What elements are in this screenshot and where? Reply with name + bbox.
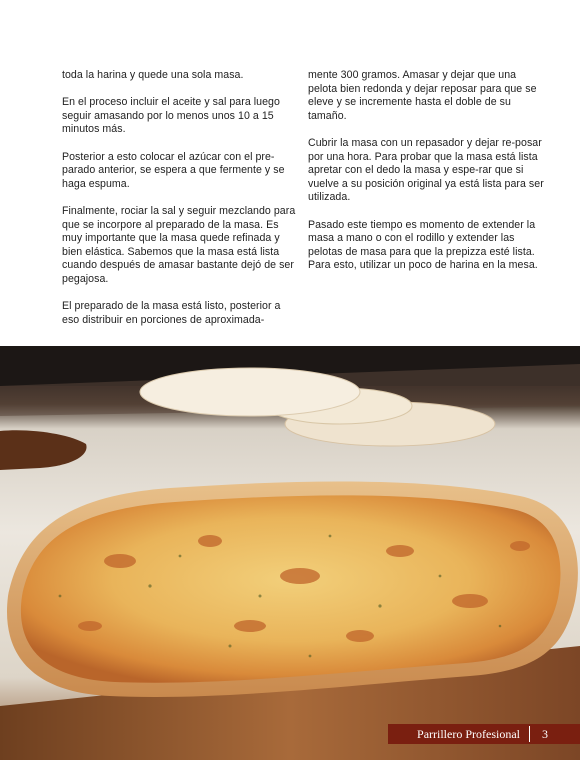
footer-bar [388,724,580,744]
text-column-right [308,69,545,287]
pizza-illustration [0,346,580,760]
publication-title: Parrillero Profesional [417,727,520,741]
paragraph: El preparado de la masa está listo, posterior a eso distribuir en porciones de aproximada- [62,300,281,326]
rolling-pin [0,430,87,470]
text-column-left [62,69,299,341]
flatbread-1 [140,368,360,416]
paragraph: Pasado este tiempo es momento de extender la masa a mano o con el rodillo y extender las pelotas de masa para que la prepizza esté lista. Para esto, utilizar un poco de harina en la mesa. [308,218,538,272]
paragraph: Cubrir la masa con un repasador y dejar re-posar por una hora. Para probar que la masa está lista apretar con el dedo la masa y espe-rar que si vuelve a su posición original ya está lista para ser utilizada. [308,136,544,204]
pizza-photo [0,346,580,760]
footer-divider [529,726,530,742]
paragraph: Posterior a esto colocar el azúcar con el pre-parado anterior, se espera a que fermente y se haga espuma. [62,150,285,190]
paragraph: toda la harina y quede una sola masa. [62,69,244,81]
page-number: 3 [542,727,548,741]
paragraph: En el proceso incluir el aceite y sal para luego seguir amasando por lo menos unos 10 a 15 minutos más. [62,96,280,136]
paragraph: mente 300 gramos. Amasar y dejar que una pelota bien redonda y dejar reposar para que se eleve y se incremente hasta el doble de su tamaño. [308,69,537,122]
pizza-cheese [21,495,561,682]
paragraph: Finalmente, rociar la sal y seguir mezclando para que se incorpore al preparado de la masa. Es muy importante que la masa quede refinada y bien elástica. Sabemos que la masa está lista cuando después de amasar bastante dejó de ser pegajosa. [62,204,296,285]
